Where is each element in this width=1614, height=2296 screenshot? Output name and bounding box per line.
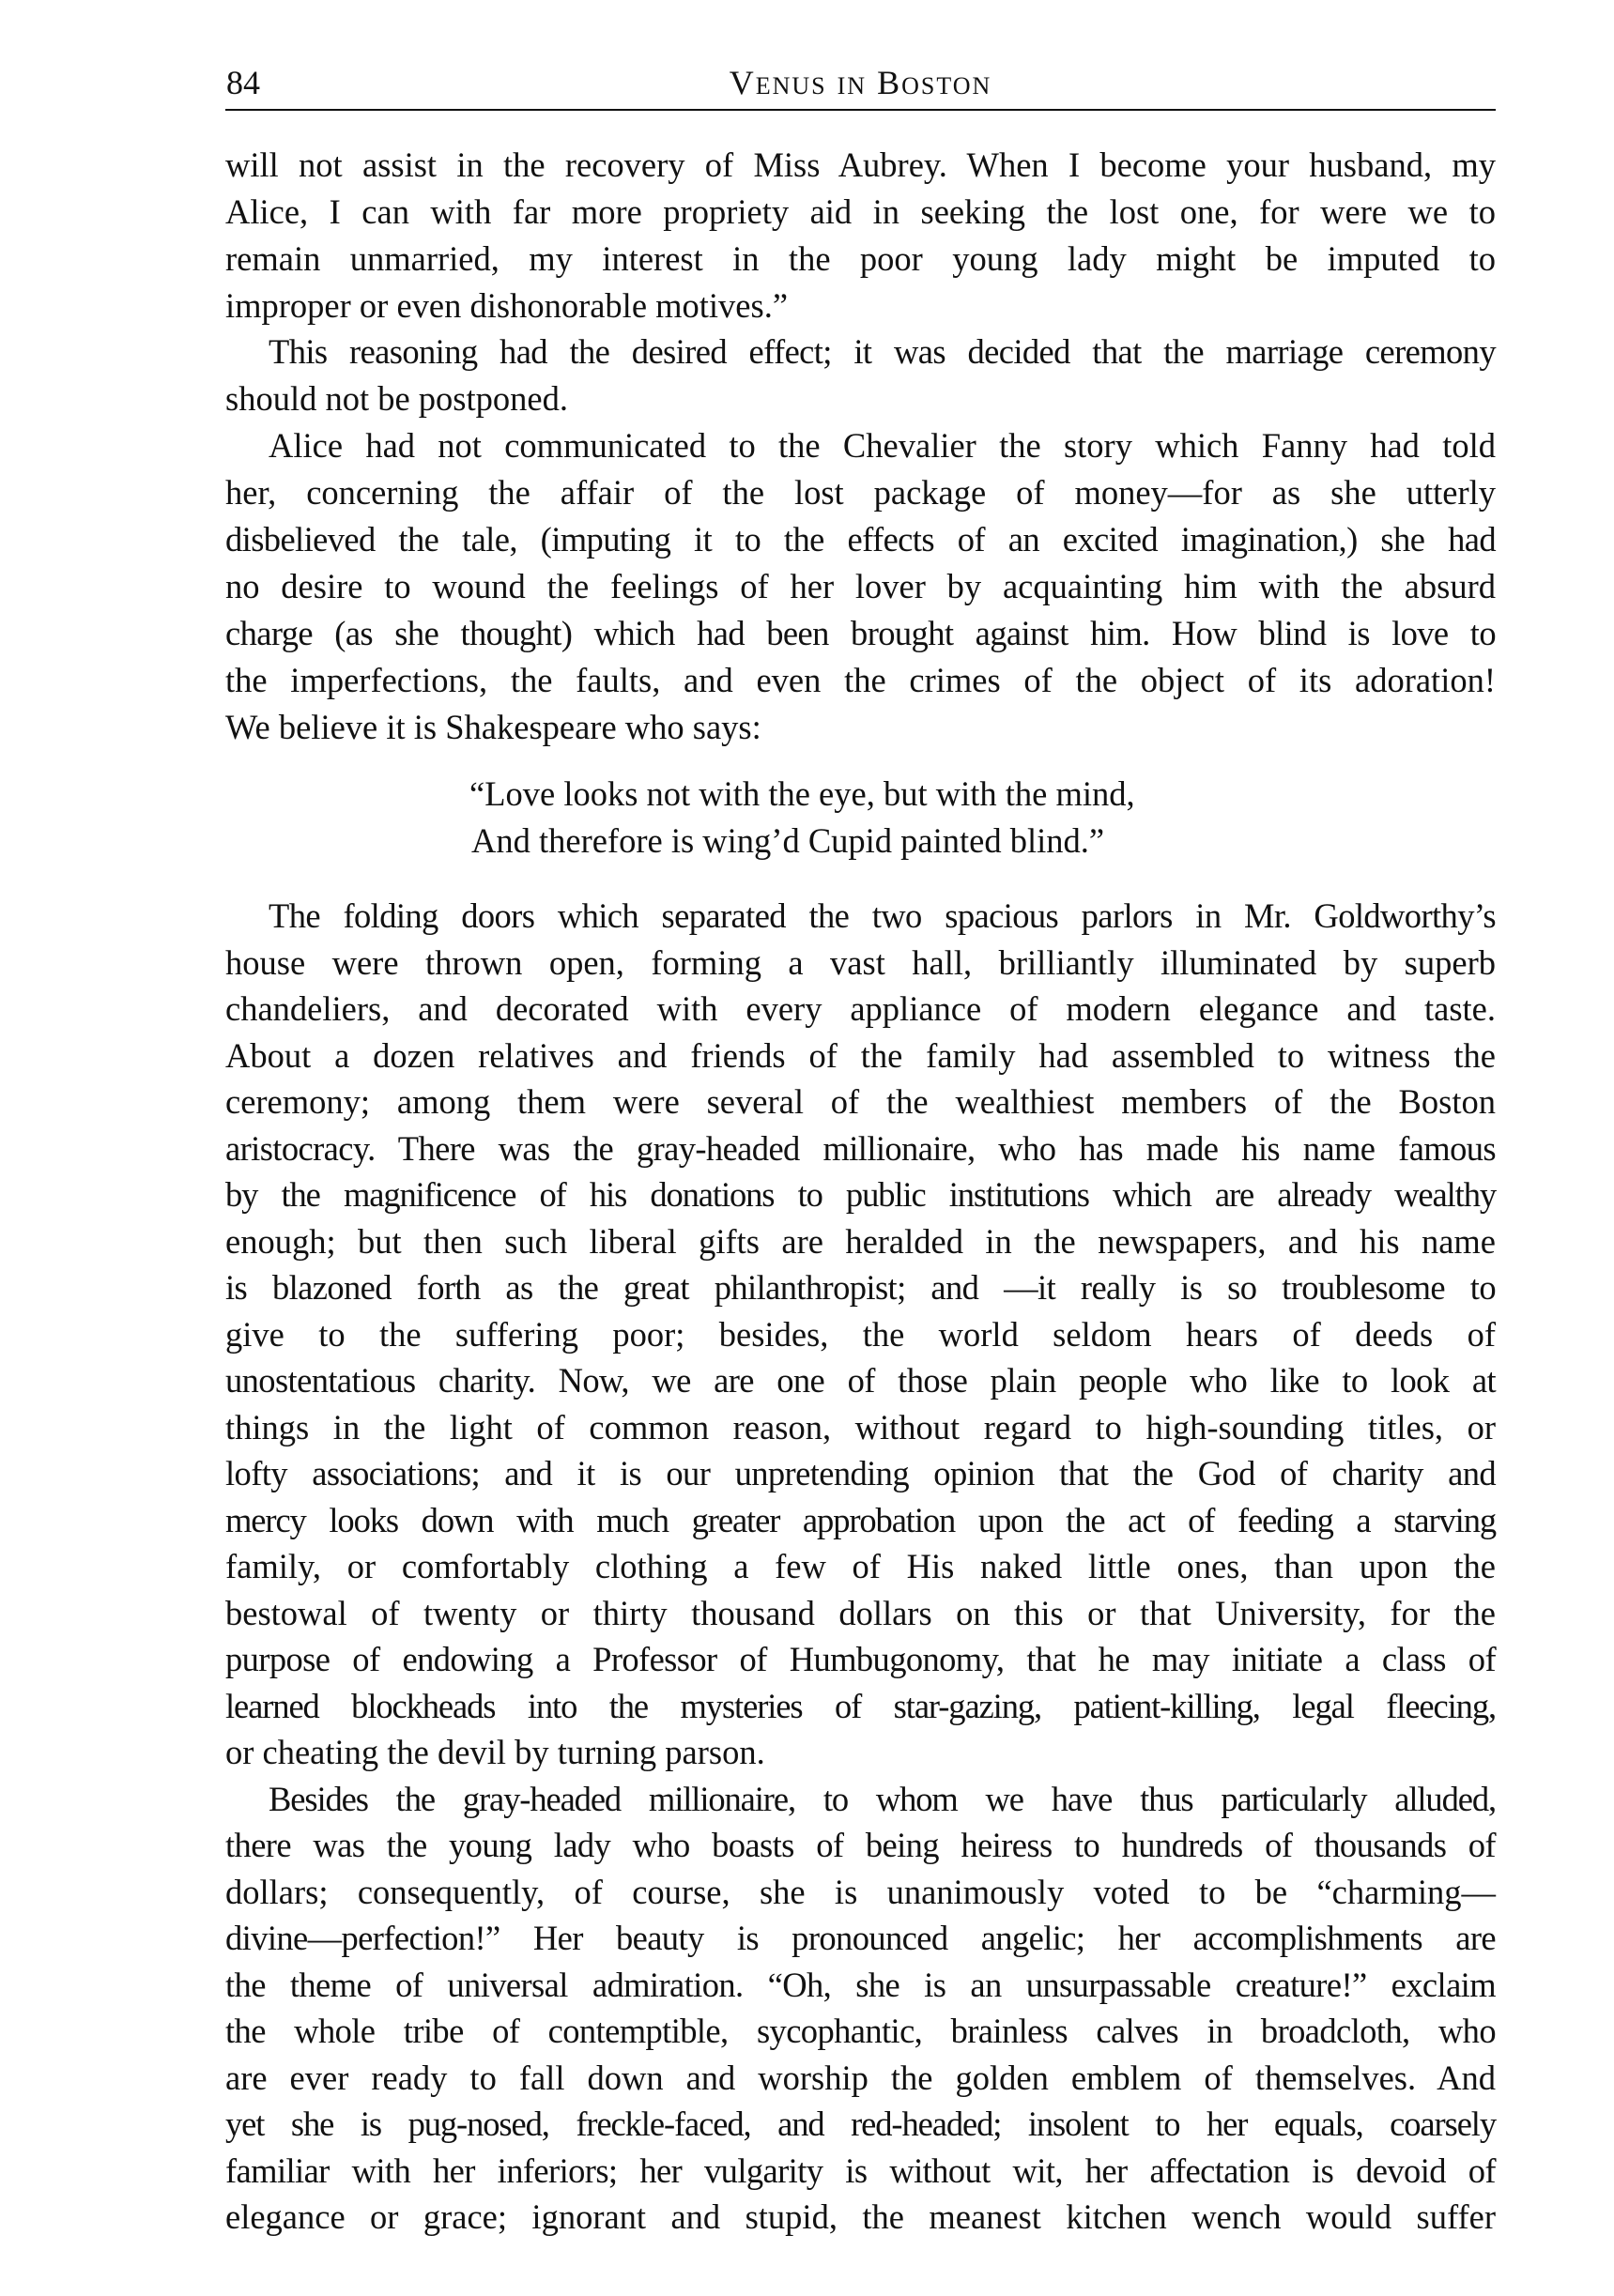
- text-line: divine—perfection!” Her beauty is pronounced angelic; her accomplishments are: [225, 1919, 1496, 1957]
- text-line: are ever ready to fall down and worship the golden emblem of themselves. And: [225, 2059, 1496, 2097]
- running-title: [225, 66, 1496, 103]
- text-line: We believe it is Shakespeare who says:: [225, 708, 761, 746]
- text-line: Besides the gray-headed millionaire, to whom we have thus particularly alluded,: [269, 1780, 1496, 1818]
- text-line: by the magnificence of his donations to public institutions which are already wealthy: [225, 1175, 1496, 1214]
- text-line: bestowal of twenty or thirty thousand dollars on this or that University, for the: [225, 1594, 1496, 1632]
- text-line: or cheating the devil by turning parson.: [225, 1733, 765, 1771]
- running-title-word: IN: [837, 72, 868, 99]
- text-line: things in the light of common reason, without regard to high-sounding titles, or: [225, 1408, 1496, 1446]
- text-line: elegance or grace; ignorant and stupid, the meanest kitchen wench would suffer: [225, 2197, 1496, 2236]
- text-line: aristocracy. There was the gray-headed millionaire, who has made his name famous: [225, 1129, 1496, 1168]
- running-title-word: VENUS: [729, 64, 827, 101]
- text-line: disbelieved the tale, (imputing it to the effects of an excited imagination,) she had: [225, 520, 1496, 559]
- text-line: give to the suffering poor; besides, the world seldom hears of deeds of: [225, 1315, 1496, 1354]
- text-line: lofty associations; and it is our unpretending opinion that the God of charity and: [225, 1454, 1496, 1492]
- text-line: remain unmarried, my interest in the poor young lady might be imputed to: [225, 239, 1496, 278]
- text-line: chandeliers, and decorated with every appliance of modern elegance and taste.: [225, 989, 1496, 1028]
- text-line: The folding doors which separated the two spacious parlors in Mr. Goldworthy’s: [269, 896, 1496, 935]
- text-line: there was the young lady who boasts of being heiress to hundreds of thousands of: [225, 1826, 1496, 1864]
- text-line: house were thrown open, forming a vast hall, brilliantly illuminated by superb: [225, 943, 1496, 982]
- running-title-word: BOSTON: [877, 64, 992, 101]
- text-line: purpose of endowing a Professor of Humbugonomy, that he may initiate a class of: [225, 1640, 1496, 1678]
- text-line: enough; but then such liberal gifts are heralded in the newspapers, and his name: [225, 1222, 1496, 1261]
- text-line: mercy looks down with much greater approbation upon the act of feeding a starving: [225, 1501, 1496, 1539]
- text-line: familiar with her inferiors; her vulgarity is without wit, her affectation is devoid of: [225, 2151, 1496, 2190]
- header-rule: [225, 109, 1496, 111]
- text-line: is blazoned forth as the great philanthropist; and —it really is so troublesome to: [225, 1268, 1496, 1307]
- text-line: learned blockheads into the mysteries of star-gazing, patient-killing, legal fleecing,: [225, 1687, 1496, 1725]
- verse-line: “Love looks not with the eye, but with the mind,: [469, 774, 1135, 813]
- text-line: the imperfections, the faults, and even the crimes of the object of its adoration!: [225, 661, 1496, 699]
- text-line: the theme of universal admiration. “Oh, she is an unsurpassable creature!” exclaim: [225, 1966, 1496, 2004]
- text-line: dollars; consequently, of course, she is unanimously voted to be “charming—: [225, 1873, 1496, 1911]
- text-line: unostentatious charity. Now, we are one of those plain people who like to look at: [225, 1361, 1496, 1400]
- text-line: improper or even dishonorable motives.”: [225, 286, 789, 325]
- verse-line: And therefore is wing’d Cupid painted blind.”: [471, 821, 1105, 860]
- text-line: the whole tribe of contemptible, sycophantic, brainless calves in broadcloth, who: [225, 2012, 1496, 2050]
- text-line: yet she is pug-nosed, freckle-faced, and red-headed; insolent to her equals, coarsely: [225, 2105, 1496, 2143]
- text-line: family, or comfortably clothing a few of His naked little ones, than upon the: [225, 1547, 1496, 1585]
- text-line: ceremony; among them were several of the wealthiest members of the Boston: [225, 1082, 1496, 1121]
- text-line: will not assist in the recovery of Miss Aubrey. When I become your husband, my: [225, 145, 1496, 184]
- text-line: This reasoning had the desired effect; it was decided that the marriage ceremony: [269, 332, 1496, 371]
- page-number: 84: [226, 64, 260, 101]
- text-line: should not be postponed.: [225, 379, 568, 418]
- text-line: her, concerning the affair of the lost package of money—for as she utterly: [225, 473, 1496, 512]
- text-line: About a dozen relatives and friends of the family had assembled to witness the: [225, 1036, 1496, 1075]
- text-line: charge (as she thought) which had been brought against him. How blind is love to: [225, 614, 1496, 652]
- text-line: Alice, I can with far more propriety aid in seeking the lost one, for were we to: [225, 192, 1496, 231]
- text-line: no desire to wound the feelings of her lover by acquainting him with the absurd: [225, 567, 1496, 605]
- text-line: Alice had not communicated to the Chevalier the story which Fanny had told: [269, 426, 1496, 465]
